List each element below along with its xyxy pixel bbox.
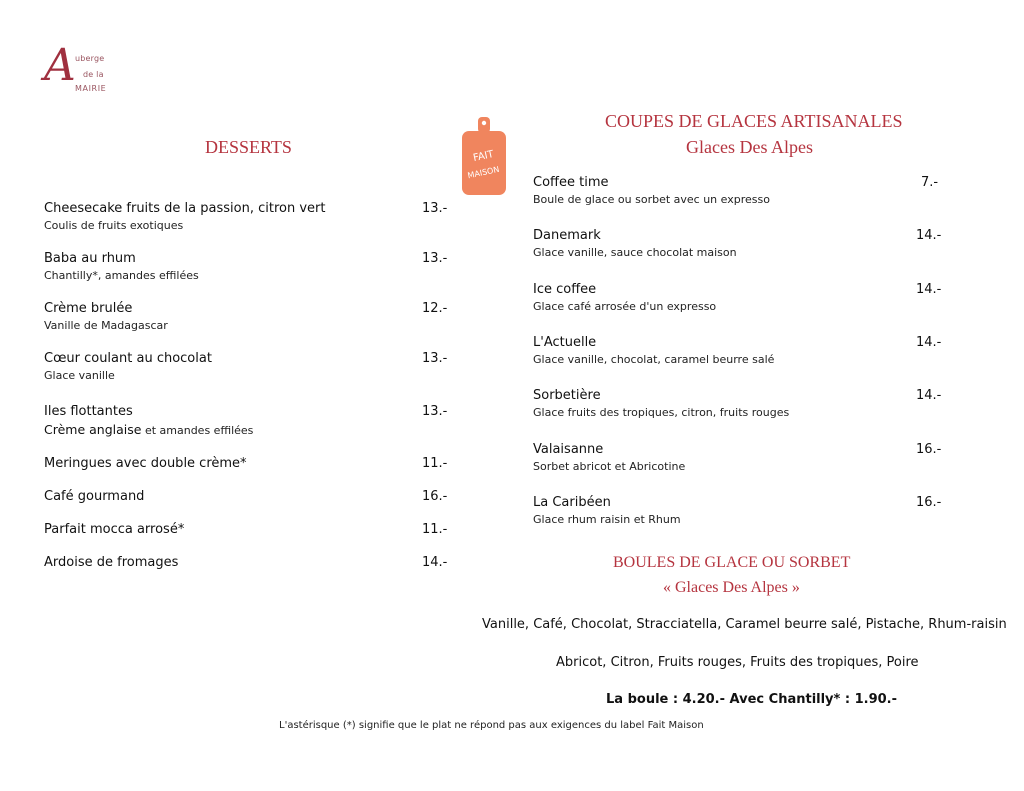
dessert-name: Crème brulée xyxy=(44,301,133,316)
dessert-item xyxy=(44,201,325,232)
coupe-name: Sorbetière xyxy=(533,388,601,403)
dessert-price: 11.- xyxy=(422,522,448,537)
dessert-name: Café gourmand xyxy=(44,489,145,504)
logo-line-3: MAIRIE xyxy=(75,84,107,93)
coupe-name: La Caribéen xyxy=(533,495,611,510)
coupe-name: Coffee time xyxy=(533,175,609,190)
fait-maison-badge-icon xyxy=(462,117,506,195)
coupe-desc: Glace rhum raisin et Rhum xyxy=(533,513,681,526)
footnote: L'astérisque (*) signifie que le plat ne répond pas aux exigences du label Fait Maison xyxy=(279,720,704,731)
logo-letter: A xyxy=(44,40,76,91)
coupe-desc: Glace fruits des tropiques, citron, fruits rouges xyxy=(533,406,790,419)
coupe-price: 16.- xyxy=(916,442,942,457)
dessert-price: 13.- xyxy=(422,201,448,216)
badge-text-top: FAIT xyxy=(472,149,495,165)
dessert-item xyxy=(44,351,212,382)
dessert-desc: Vanille de Madagascar xyxy=(44,319,168,332)
dessert-name: Cheesecake fruits de la passion, citron vert xyxy=(44,201,326,216)
dessert-price: 12.- xyxy=(422,301,448,316)
coupe-item xyxy=(533,495,681,526)
coupe-item xyxy=(533,175,770,206)
coupe-price: 7.- xyxy=(921,175,939,190)
dessert-price: 13.- xyxy=(422,251,448,266)
dessert-item xyxy=(44,522,184,537)
dessert-price: 16.- xyxy=(422,489,448,504)
dessert-desc-rest: et amandes effilées xyxy=(141,424,254,437)
dessert-name: Cœur coulant au chocolat xyxy=(44,351,212,366)
dessert-price: 13.- xyxy=(422,351,448,366)
dessert-price: 13.- xyxy=(422,404,448,419)
coupe-desc: Glace vanille, sauce chocolat maison xyxy=(533,246,737,259)
coupe-item xyxy=(533,442,685,473)
dessert-item xyxy=(44,251,199,282)
dessert-name: Parfait mocca arrosé* xyxy=(44,522,185,537)
coupe-name: L'Actuelle xyxy=(533,335,597,350)
coupe-item xyxy=(533,388,789,419)
dessert-name: Meringues avec double crème* xyxy=(44,456,247,471)
dessert-item xyxy=(44,555,178,570)
dessert-desc: Glace vanille xyxy=(44,369,115,382)
boules-title: BOULES DE GLACE OU SORBET xyxy=(613,554,851,571)
coupe-desc: Glace café arrosée d'un expresso xyxy=(533,300,717,313)
dessert-item xyxy=(44,456,247,471)
logo-line-1: uberge xyxy=(75,54,105,63)
coupe-price: 14.- xyxy=(916,335,942,350)
coupe-item xyxy=(533,335,774,366)
coupe-desc: Sorbet abricot et Abricotine xyxy=(533,460,686,473)
dessert-item xyxy=(44,489,144,504)
desserts-title: DESSERTS xyxy=(205,137,292,157)
coupe-desc: Glace vanille, chocolat, caramel beurre salé xyxy=(533,353,775,366)
coupe-name: Ice coffee xyxy=(533,282,597,297)
dessert-desc: Chantilly*, amandes effilées xyxy=(44,269,199,282)
flavors-line-2: Abricot, Citron, Fruits rouges, Fruits des tropiques, Poire xyxy=(556,655,919,670)
badge-text-bottom: MAISON xyxy=(466,164,501,181)
dessert-name: Iles flottantes xyxy=(44,404,133,419)
dessert-price: 11.- xyxy=(422,456,448,471)
dessert-name: Ardoise de fromages xyxy=(44,555,179,570)
boule-price-line: La boule : 4.20.- Avec Chantilly* : 1.90.- xyxy=(606,692,897,707)
logo-line-2: de la xyxy=(83,70,104,79)
coupe-item xyxy=(533,282,716,313)
restaurant-logo xyxy=(44,40,134,100)
boules-subtitle: « Glaces Des Alpes » xyxy=(663,579,800,596)
coupe-desc: Boule de glace ou sorbet avec un expresso xyxy=(533,193,770,206)
coupe-name: Valaisanne xyxy=(533,442,604,457)
coupe-price: 14.- xyxy=(916,388,942,403)
dessert-name: Baba au rhum xyxy=(44,251,136,266)
coupe-name: Danemark xyxy=(533,228,601,243)
dessert-item xyxy=(44,404,253,437)
coupe-item xyxy=(533,228,737,259)
dessert-desc xyxy=(44,422,253,437)
dessert-price: 14.- xyxy=(422,555,448,570)
coupe-price: 14.- xyxy=(916,228,942,243)
coupe-price: 16.- xyxy=(916,495,942,510)
dessert-item xyxy=(44,301,168,332)
coupes-subtitle: Glaces Des Alpes xyxy=(686,137,813,157)
dessert-desc-strong: Crème anglaise xyxy=(44,422,142,437)
coupe-price: 14.- xyxy=(916,282,942,297)
dessert-desc: Coulis de fruits exotiques xyxy=(44,219,184,232)
coupes-title: COUPES DE GLACES ARTISANALES xyxy=(605,111,903,131)
flavors-line-1: Vanille, Café, Chocolat, Stracciatella, Caramel beurre salé, Pistache, Rhum-raisin xyxy=(482,617,1007,632)
